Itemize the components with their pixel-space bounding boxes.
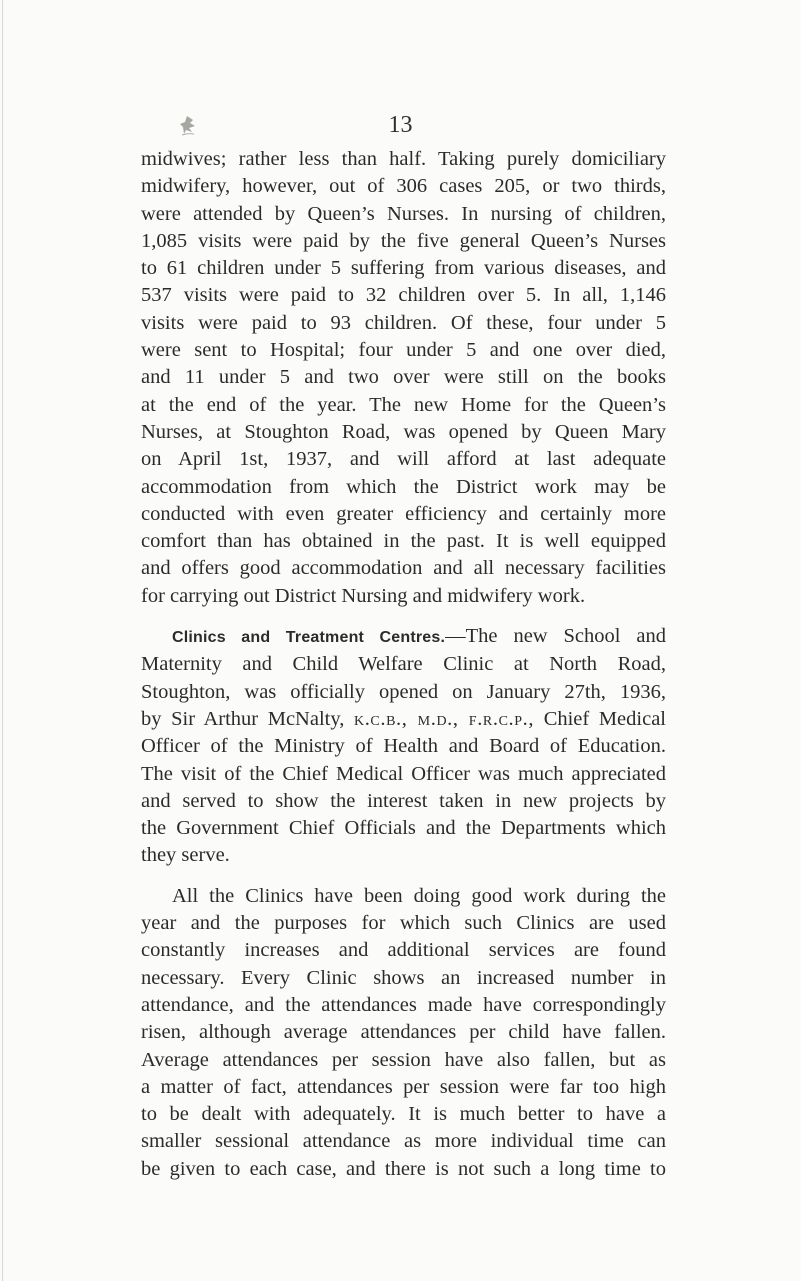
heading-line-rest: —The new School and	[445, 625, 666, 648]
paragraph-clinics-and-treatment-centres	[141, 623, 666, 870]
text-line: and offers good accommodation and all necessary facilities	[141, 557, 666, 580]
text-line: attendance, and the attendances made have correspondingly	[141, 993, 666, 1016]
text-line: smaller sessional attendance as more individual time can	[141, 1130, 666, 1153]
text-line: conducted with even greater efficiency and certainly more	[141, 502, 666, 525]
body-text	[141, 146, 666, 1183]
section-heading: Clinics and Treatment Centres.	[172, 629, 446, 647]
text-line: visits were paid to 93 children. Of these, four under 5	[141, 311, 666, 334]
text-line: and served to show the interest taken in new projects by	[141, 789, 666, 812]
text-line: a matter of fact, attendances per session were far too high	[141, 1075, 666, 1098]
text-run: by Sir Arthur McNalty,	[141, 707, 345, 730]
text-line: midwives; rather less than half. Taking purely domiciliary	[141, 148, 666, 170]
text-line: they serve.	[141, 844, 230, 867]
text-line: were sent to Hospital; four under 5 and one over died,	[141, 339, 666, 362]
text-line: to be dealt with adequately. It is much better to have a	[141, 1103, 666, 1126]
text-line: year and the purposes for which such Clinics are used	[141, 912, 666, 935]
text-line: comfort than has obtained in the past. It is well equipped	[141, 530, 666, 553]
text-line: risen, although average attendances per child have fallen.	[141, 1021, 666, 1044]
text-line: accommodation from which the District work may be	[141, 475, 666, 498]
text-line: and 11 under 5 and two over were still on the books	[141, 366, 666, 389]
text-line: the Government Chief Officials and the Departments which	[141, 817, 666, 840]
text-line: on April 1st, 1937, and will afford at last adequate	[141, 448, 666, 471]
text-line: Officer of the Ministry of Health and Board of Education.	[141, 735, 666, 758]
text-line: Average attendances per session have also fallen, but as	[141, 1048, 666, 1071]
text-line: at the end of the year. The new Home for the Queen’s	[141, 393, 666, 416]
honours-abbreviations: k.c.b., m.d., f.r.c.p.,	[354, 707, 535, 730]
text-run: Chief Medical	[543, 707, 666, 730]
text-line: Maternity and Child Welfare Clinic at North Road,	[141, 653, 666, 676]
text-line: 537 visits were paid to 32 children over 5. In all, 1,146	[141, 284, 666, 307]
text-line: midwifery, however, out of 306 cases 205, or two thirds,	[141, 175, 666, 198]
text-line: Stoughton, was officially opened on January 27th, 1936,	[141, 680, 666, 703]
text-line: Nurses, at Stoughton Road, was opened by Queen Mary	[141, 420, 666, 443]
page-edge-line	[2, 0, 3, 1281]
text-line: The visit of the Chief Medical Officer was much appreciated	[141, 762, 666, 785]
text-line: be given to each case, and there is not such a long time to	[141, 1157, 666, 1180]
paragraph-gap	[141, 610, 666, 623]
paragraph-gap	[141, 870, 666, 883]
text-line: All the Clinics have been doing good work during the	[172, 884, 666, 907]
text-line	[141, 623, 666, 651]
paragraph-clinic-attendances	[141, 883, 666, 1183]
text-line: 1,085 visits were paid by the five general Queen’s Nurses	[141, 229, 666, 252]
paragraph-domiciliary-midwifery	[141, 146, 666, 610]
text-line: for carrying out District Nursing and midwifery work.	[141, 584, 586, 607]
text-line: constantly increases and additional services are found	[141, 939, 666, 962]
page-number: 13	[388, 112, 413, 138]
text-line	[141, 706, 666, 733]
text-line: were attended by Queen’s Nurses. In nursing of children,	[141, 202, 666, 225]
text-line: necessary. Every Clinic shows an increased number in	[141, 966, 666, 989]
text-line: to 61 children under 5 suffering from various diseases, and	[141, 257, 666, 280]
